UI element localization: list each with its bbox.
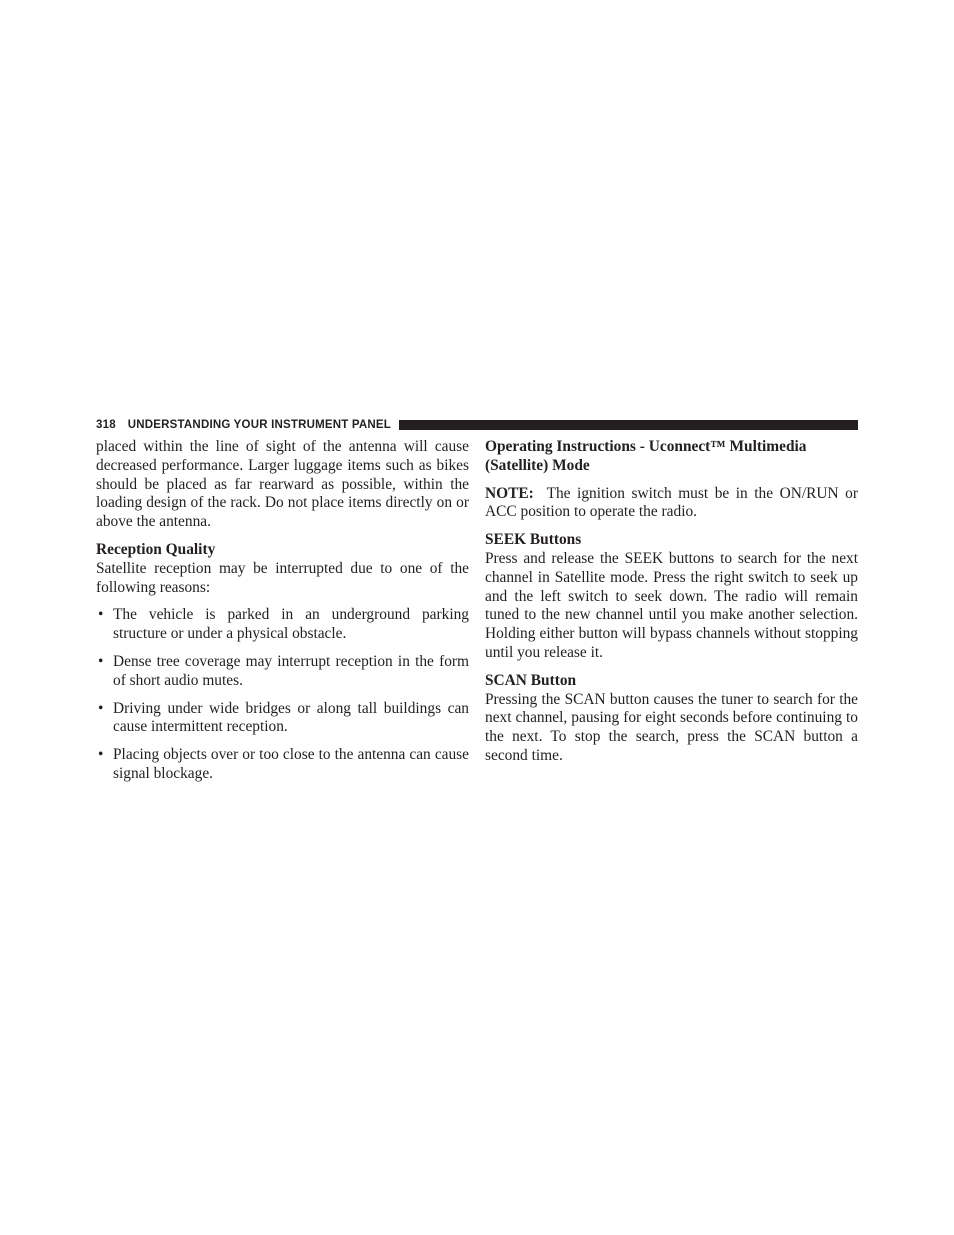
bullet-icon: • <box>98 606 104 624</box>
page-number: 318 <box>96 419 116 431</box>
list-item <box>96 700 469 738</box>
list-item-text: Driving under wide bridges or along tall buildings can cause intermittent reception. <box>113 699 469 736</box>
bullet-icon: • <box>98 652 104 670</box>
reception-quality-heading: Reception Quality <box>96 540 216 558</box>
note-label: NOTE: <box>485 484 534 502</box>
list-item-text: The vehicle is parked in an underground parking structure or under a physical obstacle. <box>113 606 469 643</box>
seek-buttons-text: Press and release the SEEK buttons to search for the next channel in Satellite mode. Press the right switch to seek up and the left switch to seek down. The radio will remain tuned to the new channel until you make another selection. Holding either button will bypass channels without stopping until you release it. <box>485 549 858 661</box>
list-item-text: Dense tree coverage may interrupt reception in the form of short audio mutes. <box>113 652 469 689</box>
scan-button-heading: SCAN Button <box>485 671 577 689</box>
list-item <box>96 606 469 644</box>
operating-instructions-heading: Operating Instructions - Uconnect™ Multimedia (Satellite) Mode <box>485 438 807 474</box>
section-title: UNDERSTANDING YOUR INSTRUMENT PANEL <box>127 419 391 431</box>
list-item-text: Placing objects over or too close to the antenna can cause signal blockage. <box>113 746 469 782</box>
left-column <box>96 438 469 793</box>
reception-reasons-list <box>96 606 469 783</box>
list-item <box>96 746 469 784</box>
list-item <box>96 653 469 691</box>
intro-paragraph: placed within the line of sight of the antenna will cause decreased performance. Larger luggage items such as bikes should be placed as far rearward as possible, within the loading design of the rack. Do not place items directly on or above the antenna. <box>96 438 469 531</box>
header-rule-bar <box>399 420 858 430</box>
bullet-icon: • <box>98 746 104 764</box>
reception-quality-text: Satellite reception may be interrupted due to one of the following reasons: <box>96 559 469 596</box>
note-text: The ignition switch must be in the ON/RUN or ACC position to operate the radio. <box>485 484 858 521</box>
seek-buttons-heading: SEEK Buttons <box>485 531 582 549</box>
bullet-icon: • <box>98 699 104 717</box>
page-header <box>96 416 858 434</box>
note-paragraph <box>485 485 858 523</box>
scan-button-text: Pressing the SCAN button causes the tuner to search for the next channel, pausing for eight seconds before continuing to the next. To stop the search, press the SCAN button a second time. <box>485 690 858 764</box>
right-column <box>485 438 858 766</box>
